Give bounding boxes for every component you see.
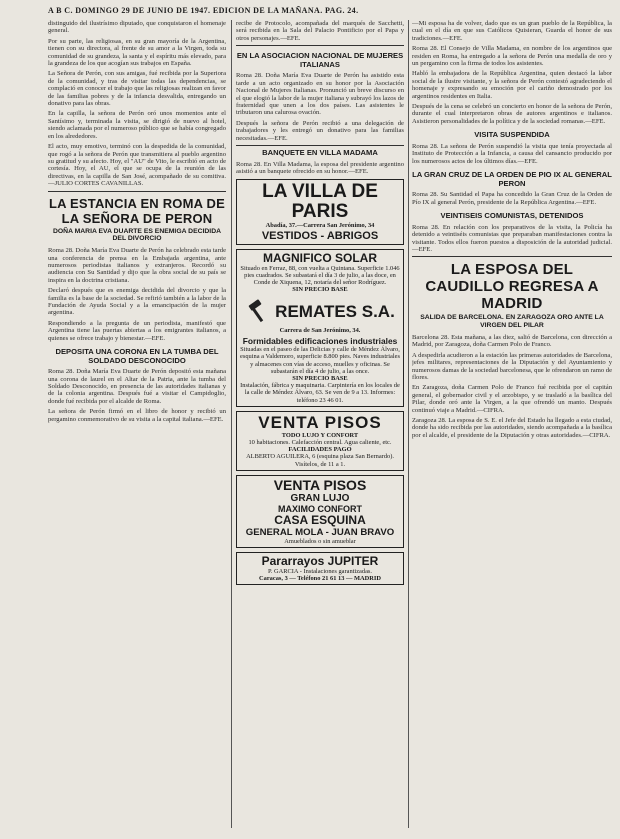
ad-line: FACILIDADES PAGO — [288, 446, 352, 454]
article-paragraph: Por su parte, las religiosas, en su gran mayoría de la Argentina, tienen con su directora, al frente de su amor a la Virgen, toda su comunidad de su grandeza, la santa y el espíritu más elevado, para la grandeza de los que acogían sus trabajos en España. — [48, 37, 226, 68]
article-paragraph: distinguido del ilustrísimo diputado, que conquistaron el homenaje general. — [48, 20, 226, 35]
article-paragraph: Roma 28. Su Santidad el Papa ha concedido la Gran Cruz de la Orden de Pío IX al general Perón, presidente de la República Argentina.—EFE. — [412, 191, 612, 206]
article-paragraph: Roma 28. Doña María Eva Duarte de Perón depositó esta mañana una corona de laurel en el Altar de la Patria, ante la tumba del Soldado Desconocido, en presencia de las autoridades italianas y de la colonia argentina. Después fué a visitar el Campidoglio, donde fué recibida por el alcalde de Roma. — [48, 368, 226, 405]
ad-line: GRAN LUJO — [290, 492, 350, 504]
column-right — [412, 20, 612, 830]
ad-title: MAGNIFICO SOLAR — [263, 250, 377, 265]
divider — [236, 145, 404, 146]
ad-text: Situadas en el paseo de las Delicias y calle de Méndez Álvaro, esquina a Valdemoro, superficie 8.800 pies. Naves industriales y almacenes con vías de acceso, muelles y oficinas. Se subastarán el día 4 de julio, a las once. — [240, 346, 400, 375]
headline-comunistas: VEINTISEIS COMUNISTAS, DETENIDOS — [440, 211, 584, 221]
column-left — [48, 20, 226, 830]
ad-footer: SIN PRECIO BASE — [292, 374, 348, 382]
article-paragraph: En la capilla, la señora de Perón oró unos momentos ante el Santísimo y, terminada la visita, se dirigió de nuevo al hotel, siendo aclamada por el numeroso público que se había congregado en los alrededores. — [48, 110, 226, 140]
article-paragraph: Roma 28. En Villa Madama, la esposa del presidente argentino asistió a un banquete ofrecido en su honor.—EFE. — [236, 160, 404, 176]
page-header: A B C. DOMINGO 29 DE JUNIO DE 1947. EDICION DE LA MAÑANA. PAG. 24. — [48, 6, 359, 15]
headline-banquete: BANQUETE EN VILLA MADAMA — [262, 148, 378, 158]
ad-headline: Formidables edificaciones industriales — [242, 335, 398, 346]
ad-venta-pisos-2 — [236, 475, 404, 548]
ad-line: Amueblados o sin amueblar — [284, 537, 356, 545]
column-middle — [236, 20, 404, 830]
article-paragraph: La señora de Perón firmó en el libro de honor y recibió un pergamino conmemorativo de su visita a la capital italiana.—EFE. — [48, 408, 226, 423]
ad-remates — [236, 249, 404, 407]
column-rule — [408, 20, 409, 828]
ad-title: LA VILLA DE PARIS — [262, 181, 378, 223]
ad-tagline: VESTIDOS - ABRIGOS — [261, 229, 379, 242]
ad-line: Caracas, 3 — Teléfono 21 61 13 — MADRID — [259, 575, 381, 583]
article-paragraph: El acto, muy emotivo, terminó con la despedida de la comunidad, que rogó a la señora de Perón que transmitiera al pueblo argentino su gratitud y su afecto. Hoy, el "AU" de Vito, le escribió en acto de cortesía. Hoy, el AU, el que se ocupa de la reunión de las directivas, en la capilla de San José, acompañado de su comitiva.—JULIO CORTES CAVANILLAS. — [48, 143, 226, 188]
divider — [412, 256, 612, 257]
article-paragraph: Habló la embajadora de la República Argentina, quien destacó la labor social de la ilustre visitante, y la señora de Perón contestó agradeciendo el homenaje y expresando su emoción por el cariño demostrado por los argentinos residentes en Italia. — [412, 70, 612, 100]
article-paragraph: Declaró después que es enemiga decidida del divorcio y que la familia es la base de la sociedad. Se refirió también a la labor de la Fundación de Ayuda Social y a la emancipación de la mujer argentina. — [48, 287, 226, 317]
ad-title: Pararrayos JUPITER — [261, 553, 379, 568]
ad-text: Situado en Ferraz, 88, con vuelta a Quintana. Superficie 1.046 pies cuadrados. Se subastará el día 3 de julio, a las doce, en Conde de Xiquena, 12, notaría del señor Rodríguez. — [240, 264, 400, 287]
article-paragraph: Roma 28. El Consejo de Villa Madama, en nombre de los argentinos que residen en Roma, ha entregado a la señora de Perón una medalla de oro y un pergamino con la firma de todos los asistentes. — [412, 45, 612, 68]
article-paragraph: En Zaragoza, doña Carmen Polo de Franco fué recibida por el capitán general, el gobernador civil y el arzobispo, y se trasladó a la basílica del Pilar, donde oró ante la Virgen, a la que ofrendó un manto. Después continuó viaje a Madrid.—CIFRA. — [412, 384, 612, 414]
headline-estancia-roma: LA ESTANCIA EN ROMA DE LA SEÑORA DE PERON — [48, 195, 226, 226]
headline-gran-cruz: LA GRAN CRUZ DE LA ORDEN DE PIO IX AL GENERAL PERON — [412, 170, 612, 188]
remates-logo — [240, 299, 400, 325]
article-paragraph: Roma 28. La señora de Perón suspendió la visita que tenía proyectada al Instituto de Protección a la Infancia, a causa del cansancio producido por los numerosos actos de los últimos días.—EFE. — [412, 142, 612, 165]
article-paragraph: Después la señora de Perón recibió a una delegación de trabajadores y les entregó un donativo para las familias necesitadas.—EFE. — [236, 119, 404, 142]
gavel-icon — [245, 299, 271, 325]
headline-visita-suspendida: VISITA SUSPENDIDA — [474, 130, 550, 140]
article-paragraph: Respondiendo a la pregunta de un periodista, manifestó que Argentina tiene las puertas abiertas a los emigrantes italianos, a quienes se ofrece trabajo y bienestar.—EFE. — [48, 319, 226, 342]
ad-line: TODO LUJO Y CONFORT — [281, 431, 359, 439]
article-paragraph: Barcelona 28. Esta mañana, a las diez, salió de Barcelona, con dirección a Madrid, por Zaragoza, doña Carmen Polo de Franco. — [412, 333, 612, 349]
article-paragraph: —Mi esposa ha de volver, dado que es un gran pueblo de la República, la cual en el día en que sus Católicos Quisieran, Guarda el honor de sus tradiciones.—EFE. — [412, 20, 612, 42]
article-paragraph: A despedirla acudieron a la estación las primeras autoridades de Barcelona, jefes militares, representaciones de la Diputación y del Ayuntamiento y numerosos damas de la sociedad barcelonesa, que le ofrendaron un ramo de flores. — [412, 351, 612, 381]
ad-pararrayos — [236, 552, 404, 585]
ad-line: 10 habitaciones. Calefacción central. Agua caliente, etc. — [248, 438, 392, 446]
article-paragraph: recibe de Protocolo, acompañada del marqués de Sacchetti, será recibida en la Sala del Palacio Pontificio por el Papa y otros personajes.—EFE. — [236, 20, 404, 42]
ad-line: GENERAL MOLA - JUAN BRAVO — [245, 526, 395, 538]
ad-line: ALBERTO AGUILERA, 6 (esquina plaza San Bernardo). Visítelos, de 11 a 1. — [246, 453, 394, 468]
divider — [236, 45, 404, 46]
divider — [48, 191, 226, 192]
ad-address: Carrera de San Jerónimo, 34. — [279, 327, 361, 335]
subhead-divorcio: DOÑA MARIA EVA DUARTE ES ENEMIGA DECIDIDA DEL DIVORCIO — [52, 227, 222, 243]
column-rule — [231, 20, 232, 828]
article-paragraph: Roma 28. Doña María Eva Duarte de Perón ha asistido esta tarde a un acto organizado en su honor por la Asociación Nacional de Mujeres Italianas. Pronunció un breve discurso en el que elogió la labor de la mujer italiana y subrayó los lazos de fraternidad que unen a los dos países. Las asistentes le tributaron una calurosa ovación. — [236, 72, 404, 117]
ad-line: P. GARCIA - Instalaciones garantizadas. — [268, 567, 372, 575]
ad-title: VENTA PISOS — [273, 476, 367, 493]
headline-corona: DEPOSITA UNA CORONA EN LA TUMBA DEL SOLDADO DESCONOCIDO — [55, 347, 219, 365]
ad-villa-de-paris — [236, 179, 404, 244]
article-paragraph: Roma 28. En relación con los preparativos de la visita, la Policía ha detenido a veintiséis comunistas que preparaban manifestaciones contra la visitante. Todos ellos fueron puestos a disposición de la autoridad judicial.—EFE. — [412, 223, 612, 253]
article-paragraph: Zaragoza 28. La esposa de S. E. el Jefe del Estado ha llegado a esta ciudad, donde ha sido recibida por las autoridades, siendo acompañada a la basílica por el alcalde, el presidente de la Diputación y otras autoridades.—CIFRA. — [412, 416, 612, 439]
ad-title: VENTA PISOS — [258, 412, 382, 432]
article-paragraph: Roma 28. Doña María Eva Duarte de Perón ha celebrado esta tarde una conferencia de prensa en la Embajada argentina, ante numerosos periodistas italianos y extranjeros. Recordó su audiencia con Su Santidad y dijo que la obra social de su país se inspira en la doctrina cristiana. — [48, 247, 226, 284]
subhead-barcelona: SALIDA DE BARCELONA. EN ZARAGOZA ORO ANTE LA VIRGEN DEL PILAR — [420, 314, 604, 330]
headline-asociacion: EN LA ASOCIACION NACIONAL DE MUJERES ITALIANAS — [236, 51, 404, 69]
ad-extra: Instalación, fábrica y maquinaria. Carpintería en los locales de la calle de Méndez Álvaro, 63. Se ven de 9 a 13. Informes: teléfono 23 46 01. — [240, 382, 400, 404]
article-paragraph: La Señora de Perón, con sus amigas, fué recibida por la Superiora de la comunidad, y tras de visitar todas las dependencias, se complació en conocer el trabajo que las religiosas realizan en favor de las familias pobres y de la infancia desvalida, entregando un donativo para las obras. — [48, 70, 226, 108]
ad-footer: SIN PRECIO BASE — [292, 286, 348, 294]
remates-brand: REMATES S.A. — [275, 302, 395, 322]
ad-line: CASA ESQUINA — [274, 512, 366, 527]
ad-address: Abadía, 37.—Carrera San Jerónimo, 34 — [265, 222, 375, 230]
ad-line: MAXIMO CONFORT — [278, 503, 362, 514]
ad-venta-pisos-1 — [236, 411, 404, 471]
headline-esposa-caudillo: LA ESPOSA DEL CAUDILLO REGRESA A MADRID — [425, 261, 599, 313]
article-paragraph: Después de la cena se celebró un concierto en honor de la señora de Perón, durante el cual interpretaron obras de autores argentinos e italianos. Asistieron personalidades de la política y de la sociedad romanas.—EFE. — [412, 103, 612, 125]
